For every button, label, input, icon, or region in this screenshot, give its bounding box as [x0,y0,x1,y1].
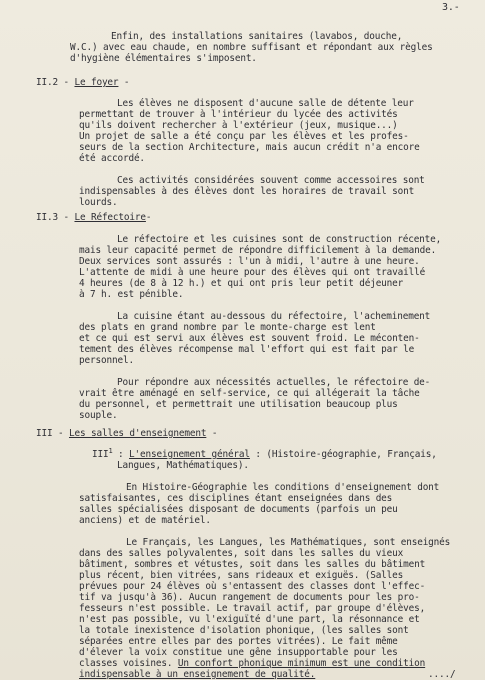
text-line: La cuisine étant au-dessous du réfectoire, l'acheminement [117,311,431,322]
text-line: indispensables à des élèves dont les horaires de travail sont [79,186,415,197]
text-line: anciens) et de matériel. [79,515,211,526]
subsection-superscript: 1 [108,446,113,455]
emphasis-underlined: Un confort phonique minimum est une condition [177,658,426,669]
text-line: permettant de trouver à l'intérieur du lycée des activités [79,109,398,120]
text-line: séparées entre elles par des portes vitrées). Le fait même [79,636,398,647]
page-number: 3.- [442,2,460,13]
text-line: prévues pour 24 élèves où s'entassent des classes dont l'effec- [79,581,426,592]
text-line: Pour répondre aux nécessités actuelles, le réfectoire de- [117,377,431,388]
text-line: vrait être aménagé en self-service, ce qui allégerait la tâche [79,388,420,399]
section-title: Les salles d'enseignement [68,428,207,439]
text-line: L'attente de midi à une heure pour des élèves qui ont travaillé [79,267,426,278]
text-line: 4 heures (de 8 à 12 h.) et qui ont pris leur petit déjeuner [79,278,404,289]
text-line: W.C.) avec eau chaude, en nombre suffisant et répondant aux règles [70,42,433,53]
text-line: du personnel, et permettrait une utilisation beaucoup plus [79,399,398,410]
subsection-number: III [92,449,109,460]
text-line: salles spécialisées disposant de documents (parfois un peu [79,504,398,515]
text-line: plus récent, bien vitrées, sans rideaux et exiguës. (Salles [79,570,404,581]
section-heading [36,77,129,88]
text-line: Ces activités considérées souvent comme accessoires sont [117,175,425,186]
text-segment: classes voisines. [79,658,173,669]
text-line: dans des salles polyvalentes, soit dans les salles du vieux [79,548,404,559]
text-line: lourds. [79,197,118,208]
text-line: mais leur capacité permet de répondre difficilement à la demande. [79,245,437,256]
heading-dash: - [145,212,152,223]
section-number: III - [36,428,64,439]
text-line: à 7 h. est pénible. [79,289,184,300]
section-number: II.2 - [36,77,69,88]
text-line: bâtiment, sombres et vétustes, soit dans les salles du bâtiment [79,559,426,570]
text-line: été accordé. [79,153,145,164]
continuation-mark: ..../ [428,669,456,680]
section-number: II.3 - [36,212,69,223]
heading-dash: - [206,428,218,439]
subsection-subjects: : (Histoire-géographie, Français, [249,449,437,460]
section-heading [36,212,151,223]
subsection-heading [92,446,437,460]
section-title: Le Réfectoire [74,212,146,223]
text-line: En Histoire-Géographie les conditions d'enseignement dont [126,482,440,493]
text-line: d'élever la voix constitue une gêne insupportable pour les [79,647,398,658]
section-title: Le foyer [74,77,119,88]
text-line: seurs de la section Architecture, mais aucun crédit n'a encore [79,142,420,153]
text-line: souple. [79,410,118,421]
text-line: et ce qui est servi aux élèves est souvent froid. Le méconten- [79,333,420,344]
text-line: satisfaisantes, ces disciplines étant enseignées dans des [79,493,393,504]
text-line: qu'ils doivent rechercher à l'extérieur (jeux, musique...) [79,120,398,131]
text-line: Le Français, les Langues, les Mathématiques, sont enseignés [126,537,451,548]
text-line [79,669,315,680]
subsection-title: L'enseignement général [129,449,250,460]
subsection-separator: : [112,449,130,460]
text-line-mixed [79,658,425,669]
text-line: des plats en grand nombre par le monte-charge est lent [79,322,376,333]
text-line: Langues, Mathématiques). [117,460,249,471]
text-line: fesseurs n'est possible. Le travail actif, par groupe d'élèves, [79,603,426,614]
emphasis-underlined: indispensable à un enseignement de qualité. [79,669,316,680]
text-line: tif va jusqu'à 36). Aucun rangement de documents pour les pro- [79,592,420,603]
text-line: Les élèves ne disposent d'aucune salle de détente leur [117,98,414,109]
text-line: Enfin, des installations sanitaires (lavabos, douche, [111,31,403,42]
text-line: tement des élèves récompense mal l'effort qui est fait par le [79,344,415,355]
text-line: Deux services sont assurés : l'un à midi, l'autre à une heure. [79,256,420,267]
text-line: la totale inexistence d'isolation phonique, (les salles sont [79,625,409,636]
text-line: Un projet de salle a été conçu par les élèves et les profes- [79,131,409,142]
text-line: Le réfectoire et les cuisines sont de construction récente, [117,234,442,245]
text-line: personnel. [79,355,134,366]
text-line: n'est pas possible, vu l'exiguïté d'une part, la résonnance et [79,614,420,625]
text-line: d'hygiène élémentaires s'imposent. [70,53,257,64]
heading-dash: - [118,77,130,88]
section-heading [36,428,217,439]
